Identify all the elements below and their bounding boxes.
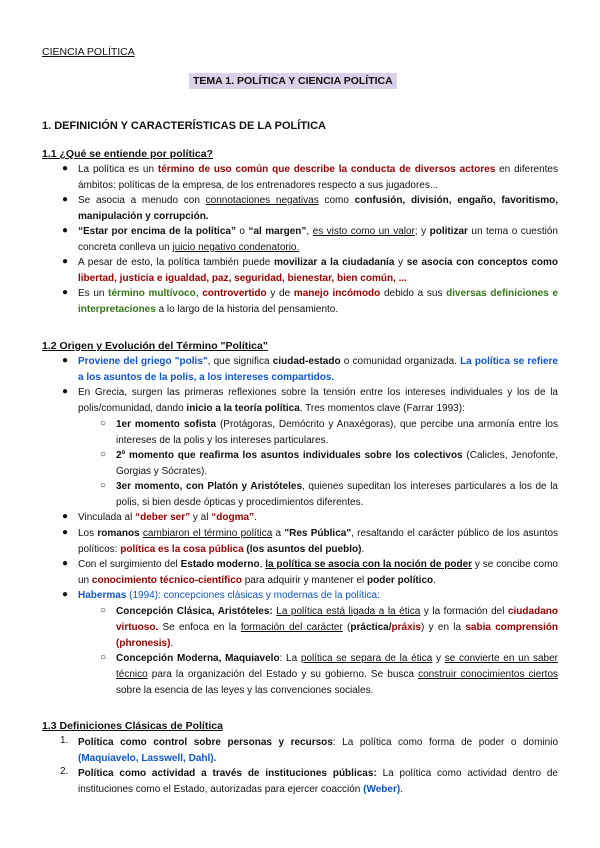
bullet-disc: ● xyxy=(61,194,69,205)
list-item: “Estar por encima de la política” o “al margen”, es visto como un valor; y politizar un tema o cuestión concreta conlleva un juicio negativo condenatorio. xyxy=(78,226,558,253)
list-item: Política como actividad a través de instituciones públicas: La política como actividad dentro de instituciones como el Estado, autorizadas para ejercer coacción (Weber). xyxy=(78,768,558,795)
bullet-circle: ○ xyxy=(99,605,107,616)
list-item: La política es un término de uso común que describe la conducta de diversos actores en diferentes ámbitos: políticas de la empresa, de los entrenadores respecto a sus jugadores... xyxy=(78,164,558,191)
bullet-disc: ● xyxy=(61,511,69,522)
list-item: A pesar de esto, la política también puede movilizar a la ciudadanía y se asocia con conceptos como libertad, justicia e igualdad, paz, seguridad, bienestar, bien común, ... xyxy=(78,257,559,284)
bullet-circle: ○ xyxy=(99,480,107,491)
list-item: Habermas (1994): concepciones clásicas y modernas de la política: xyxy=(78,590,380,601)
bullet-disc: ● xyxy=(61,355,69,366)
document-header: CIENCIA POLÍTICA xyxy=(42,46,135,58)
list-item: Vinculada al “deber ser” y al “dogma”. xyxy=(78,512,257,523)
page-title: TEMA 1. POLÍTICA Y CIENCIA POLÍTICA xyxy=(189,73,397,89)
bullet-disc: ● xyxy=(61,386,69,397)
list-item: En Grecia, surgen las primeras reflexiones sobre la tensión entre los intereses individuales y los de la polis/comunidad, dando inicio a la teoría política. Tres momentos clave (Farrar 1993): xyxy=(78,387,558,414)
section-heading: 1. DEFINICIÓN Y CARACTERÍSTICAS DE LA POLÍTICA xyxy=(42,120,326,132)
subsection-heading-1-2: 1.2 Origen y Evolución del Término "Política" xyxy=(42,340,268,352)
sub-list-item: 1er momento sofista (Protágoras, Demócrito y Anaxégoras), que percibe una armonía entre los intereses de la polis y los intereses particulares. xyxy=(116,419,558,446)
list-number: 1. xyxy=(60,735,69,746)
subsection-heading-1-1: 1.1 ¿Qué se entiende por política? xyxy=(42,148,213,160)
list-item: Con el surgimiento del Estado moderno, la política se asocia con la noción de poder y se concibe como un conocimiento técnico-científico para adquirir y mantener el poder político. xyxy=(78,559,558,586)
list-item: Política como control sobre personas y recursos: La política como forma de poder o dominio (Maquiavelo, Lasswell, Dahl). xyxy=(78,737,559,764)
bullet-circle: ○ xyxy=(99,449,107,460)
list-number: 2. xyxy=(60,766,69,777)
bullet-disc: ● xyxy=(61,225,69,236)
bullet-disc: ● xyxy=(61,287,69,298)
bullet-disc: ● xyxy=(61,256,69,267)
bullet-disc: ● xyxy=(61,527,69,538)
list-item: Es un término multívoco, controvertido y de manejo incómodo debido a sus diversas definiciones e interpretaciones a lo largo de la historia del pensamiento. xyxy=(78,288,558,315)
bullet-circle: ○ xyxy=(99,652,107,663)
list-item: Los romanos cambiaron el término política a "Res Pública", resaltando el carácter público de los asuntos políticos: política es la cosa pública (los asuntos del pueblo). xyxy=(78,528,559,555)
sub-list-item: 3er momento, con Platón y Aristóteles, quienes supeditan los intereses particulares a los de la polis, si bien desde ópticas y procedimientos diferentes. xyxy=(116,481,558,508)
bullet-disc: ● xyxy=(61,589,69,600)
subsection-heading-1-3: 1.3 Definiciones Clásicas de Política xyxy=(42,720,223,732)
sub-list-item: Concepción Moderna, Maquiavelo: La política se separa de la ética y se convierte en un saber técnico para la organización del Estado y su gobierno. Se busca construir conocimientos ciertos sobre la esencia de las leyes y las convenciones sociales. xyxy=(116,653,559,696)
list-item: Proviene del griego "polis", que significa ciudad-estado o comunidad organizada. La política se refiere a los asuntos de la polis, a los intereses compartidos. xyxy=(78,356,558,383)
sub-list-item: 2º momento que reafirma los asuntos individuales sobre los colectivos (Calicles, Jenofonte, Gorgias y Sócrates). xyxy=(116,450,558,477)
bullet-disc: ● xyxy=(61,163,69,174)
sub-list-item: Concepción Clásica, Aristóteles: La política está ligada a la ética y la formación del ciudadano virtuoso. Se enfoca en la formación del carácter (práctica/práxis) y en la sabia comprensión (phronesis). xyxy=(116,606,559,649)
bullet-circle: ○ xyxy=(99,418,107,429)
bullet-disc: ● xyxy=(61,558,69,569)
list-item: Se asocia a menudo con connotaciones negativas como confusión, división, engaño, favoritismo, manipulación y corrupción. xyxy=(78,195,559,222)
